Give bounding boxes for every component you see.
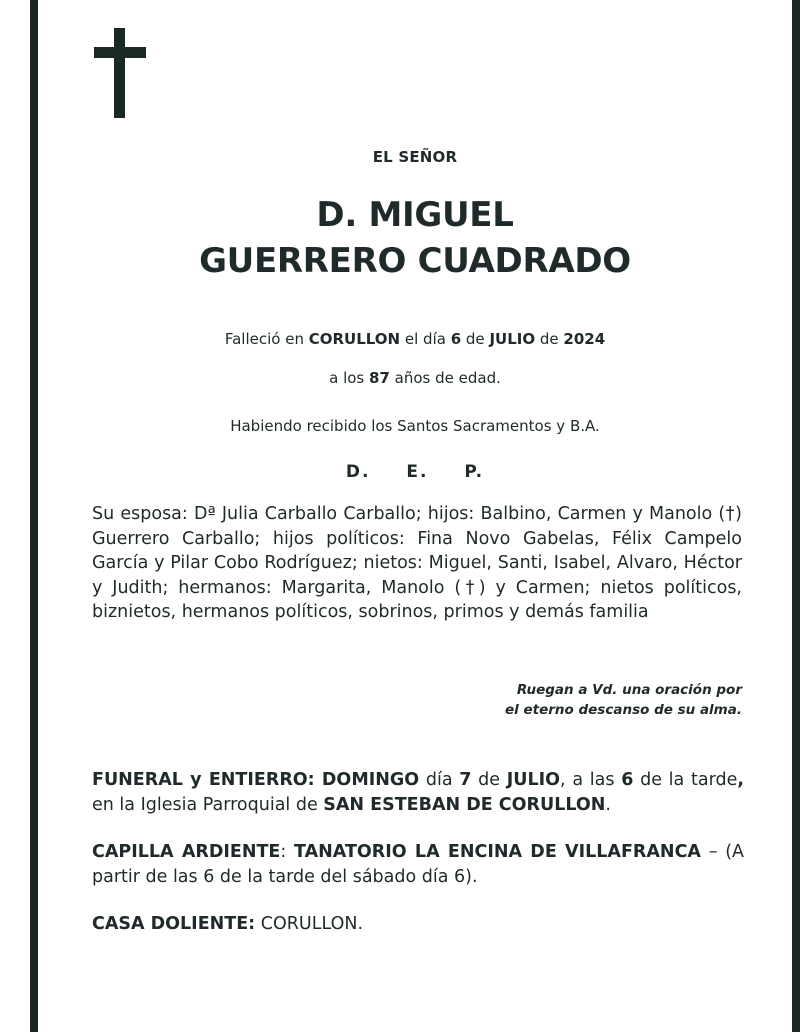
prayer-request — [442, 680, 742, 720]
death-date-line — [40, 330, 790, 348]
sacraments-line: Habiendo recibido los Santos Sacramentos y B.A. — [230, 417, 600, 435]
death-day: 6 — [450, 330, 462, 348]
text: años de edad. — [394, 369, 501, 387]
death-place: CORULLON — [308, 330, 401, 348]
casa-value: CORULLON. — [255, 914, 364, 934]
funeral-hour: 6 — [621, 770, 634, 790]
funeral-label: FUNERAL y ENTIERRO: DOMINGO — [92, 770, 420, 790]
casa-paragraph — [92, 912, 744, 937]
funeral-day: 7 — [459, 770, 472, 790]
prayer-line-1: Ruegan a Vd. una oración por — [516, 682, 742, 698]
title-senor: EL SEÑOR — [372, 148, 458, 166]
text: . — [605, 795, 611, 815]
age-value: 87 — [369, 369, 390, 387]
capilla-place: TANATORIO LA ENCINA DE VILLAFRANCA — [294, 842, 701, 862]
right-border — [792, 0, 800, 1032]
text: Falleció en — [224, 330, 309, 348]
family-paragraph: Su esposa: Dª Julia Carballo Carballo; hijos: Balbino, Carmen y Manolo (†) Guerrero Carballo; hijos políticos: Fina Novo Gabelas, Félix Campelo García y Pilar Cobo Rodríguez; nietos: Miguel, Santi, Isabel, Alvaro, Héctor y Judith; hermanos: Margarita, Manolo (†) y Carmen; nietos políticos, biznietos, hermanos políticos, sobrinos, primos y demás familia — [92, 504, 742, 622]
text: a los — [329, 369, 369, 387]
capilla-detail: – (A partir de las 6 de la tarde del sábado día 6). — [92, 842, 744, 887]
prayer-line-2: el eterno descanso de su alma. — [505, 702, 742, 718]
text: , a las — [560, 770, 622, 790]
text: el día — [400, 330, 451, 348]
funeral-church: SAN ESTEBAN DE CORULLON — [323, 795, 606, 815]
name-line-2: GUERRERO CUADRADO — [199, 241, 631, 281]
dep-line: D. E. P. — [345, 462, 485, 482]
text: de — [461, 330, 490, 348]
capilla-paragraph — [92, 840, 744, 890]
text: de — [471, 770, 507, 790]
death-month: JULIO — [489, 330, 536, 348]
death-year: 2024 — [563, 330, 606, 348]
funeral-paragraph — [92, 768, 744, 818]
age-line — [40, 369, 790, 387]
text: de — [535, 330, 564, 348]
text: , — [737, 770, 744, 790]
left-border — [30, 0, 38, 1032]
name-line-1: D. MIGUEL — [316, 195, 514, 235]
capilla-label: CAPILLA ARDIENTE — [92, 842, 281, 862]
casa-label: CASA DOLIENTE: — [92, 914, 256, 934]
text: : — [280, 842, 295, 862]
text: en la Iglesia Parroquial de — [92, 795, 324, 815]
text: de la tarde — [633, 770, 738, 790]
cross-icon — [94, 28, 146, 118]
funeral-month: JULIO — [506, 770, 561, 790]
deceased-name — [40, 192, 790, 284]
text: día — [419, 770, 460, 790]
